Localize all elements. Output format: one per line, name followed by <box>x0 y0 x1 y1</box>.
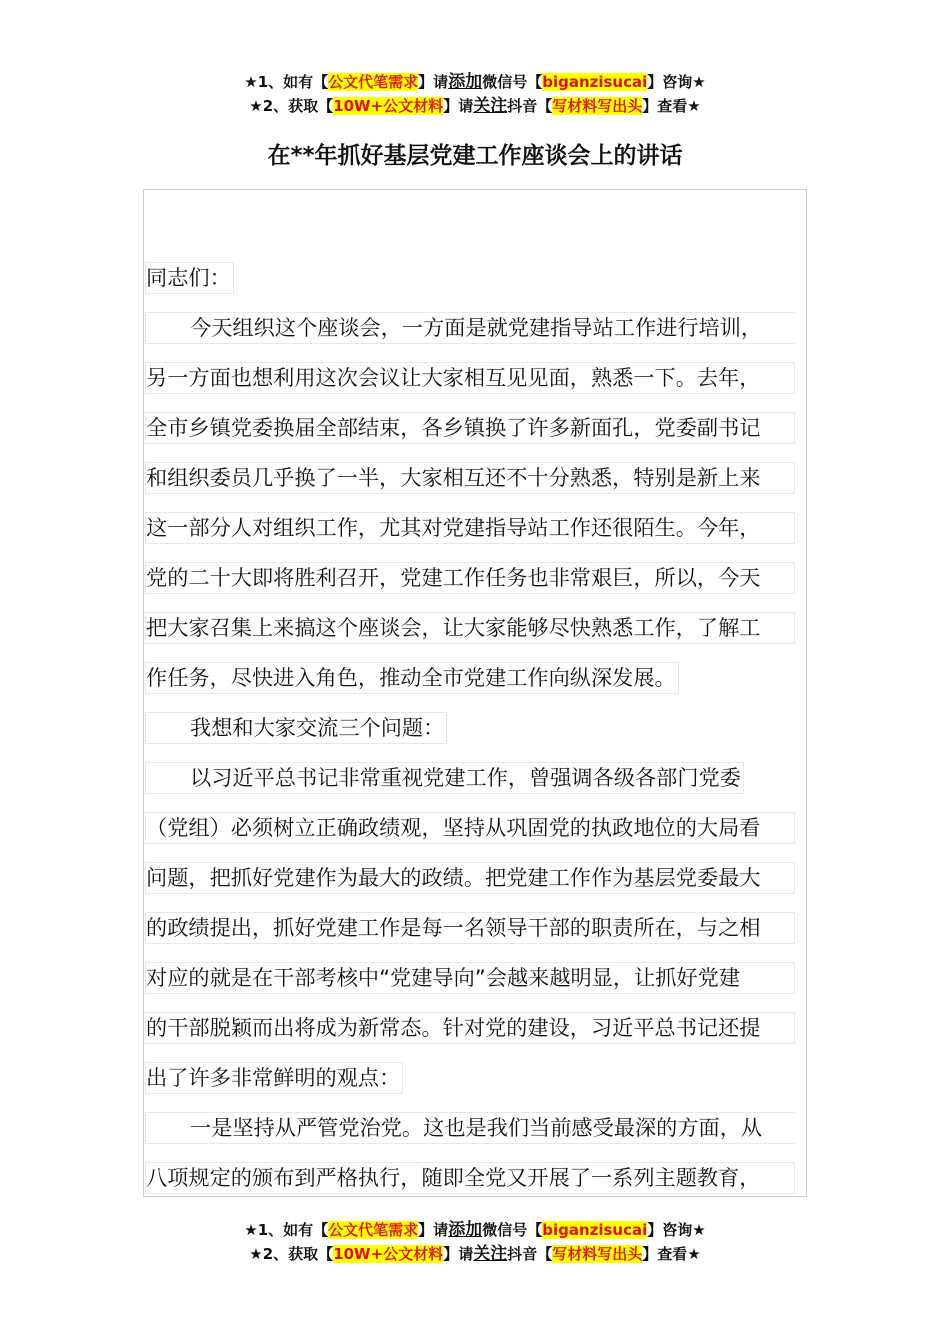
header-promo <box>0 70 950 118</box>
body-line: 这一部分人对组织工作，尤其对党建指导站工作还很陌生。今年， <box>145 503 795 553</box>
body-line: 全市乡镇党委换届全部结束，各乡镇换了许多新面孔，党委副书记 <box>145 403 795 453</box>
body-line: 我想和大家交流三个问题： <box>145 703 795 753</box>
header-promo-highlight-3: 10W+公文材料 <box>333 97 444 115</box>
body-line: 出了许多非常鲜明的观点： <box>145 1053 795 1103</box>
footer-promo-line-1: ★1、如有【公文代笔需求】请添加微信号【biganzisucai】咨询★ <box>244 1220 706 1240</box>
body-line: 另一方面也想利用这次会议让大家相互见见面，熟悉一下。去年， <box>145 353 795 403</box>
footer-promo-douyin-id: 写材料写出头 <box>552 1245 643 1263</box>
body-line: 党的二十大即将胜利召开，党建工作任务也非常艰巨，所以，今天 <box>145 553 795 603</box>
body-line: 和组织委员几乎换了一半，大家相互还不十分熟悉，特别是新上来 <box>145 453 795 503</box>
header-promo-underlined: 添加 <box>448 72 483 92</box>
footer-promo-underlined-2: 关注 <box>473 1244 508 1264</box>
header-promo-highlight-1: 公文代笔需求 <box>328 73 419 91</box>
footer-promo <box>0 1218 950 1266</box>
body-line: 把大家召集上来搞这个座谈会，让大家能够尽快熟悉工作，了解工 <box>145 603 795 653</box>
header-promo-line-1: ★1、如有【公文代笔需求】请添加微信号【biganzisucai】咨询★ <box>244 72 706 92</box>
header-promo-wechat-id: biganzisucai <box>542 73 648 91</box>
body-line: 对应的就是在干部考核中“党建导向”会越来越明显，让抓好党建 <box>145 953 795 1003</box>
header-promo-douyin-id: 写材料写出头 <box>552 97 643 115</box>
body-line: 的干部脱颖而出将成为新常态。针对党的建设，习近平总书记还提 <box>145 1003 795 1053</box>
body-line: 今天组织这个座谈会，一方面是就党建指导站工作进行培训， <box>145 303 795 353</box>
footer-promo-line-2: ★2、获取【10W+公文材料】请关注抖音【写材料写出头】查看★ <box>249 1244 701 1264</box>
footer-promo-highlight-1: 公文代笔需求 <box>328 1221 419 1239</box>
footer-promo-highlight-3: 10W+公文材料 <box>333 1245 444 1263</box>
body-line: 八项规定的颁布到严格执行，随即全党又开展了一系列主题教育， <box>145 1153 795 1203</box>
body-line: 一是坚持从严管党治党。这也是我们当前感受最深的方面，从 <box>145 1103 795 1153</box>
document-body <box>145 253 795 1203</box>
body-line: 的政绩提出，抓好党建工作是每一名领导干部的职责所在，与之相 <box>145 903 795 953</box>
header-promo-line-2: ★2、获取【10W+公文材料】请关注抖音【写材料写出头】查看★ <box>249 96 701 116</box>
document-title: 在**年抓好基层党建工作座谈会上的讲话 <box>267 143 683 169</box>
body-line: 同志们： <box>145 253 795 303</box>
header-promo-underlined-2: 关注 <box>473 96 508 116</box>
body-line: （党组）必须树立正确政绩观，坚持从巩固党的执政地位的大局看 <box>145 803 795 853</box>
footer-promo-underlined: 添加 <box>448 1220 483 1240</box>
body-line: 作任务，尽快进入角色，推动全市党建工作向纵深发展。 <box>145 653 795 703</box>
body-line: 以习近平总书记非常重视党建工作，曾强调各级各部门党委 <box>145 753 795 803</box>
body-line: 问题，把抓好党建作为最大的政绩。把党建工作作为基层党委最大 <box>145 853 795 903</box>
footer-promo-wechat-id: biganzisucai <box>542 1221 648 1239</box>
